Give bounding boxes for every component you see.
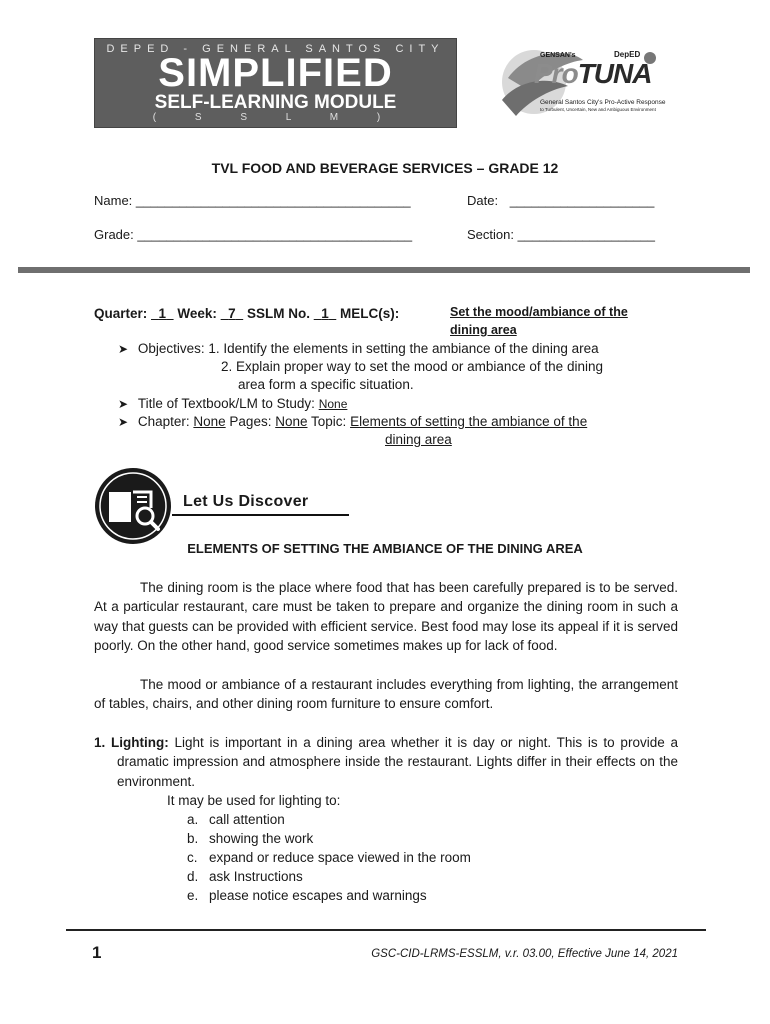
footer-divider [66,929,706,931]
name-line[interactable]: ______________________________________ [135,193,411,208]
melc-line1: Set the mood/ambiance of the [450,305,628,319]
sslm-value: 1 [321,306,329,321]
protuna-tagline2: to Turbulent, Uncertain, New and Ambiguous Environment [540,107,656,112]
page-title: TVL FOOD AND BEVERAGE SERVICES – GRADE 12 [211,160,559,176]
week-value: 7 [228,306,236,321]
grade-label: Grade: [94,227,134,242]
deped-mark: DepED [614,50,641,59]
list-item: b. showing the work [187,831,314,846]
arrow-bullet-icon: ➤ [118,397,129,411]
name-label: Name: [94,193,133,208]
name-field[interactable] [94,193,411,208]
lighting-intro [94,733,678,791]
meta-line [94,304,399,323]
lighting-list [187,810,471,905]
quarter-value: 1 [158,306,167,321]
textbook-item [118,394,347,414]
document-code: GSC-CID-LRMS-ESSLM, v.r. 03.00, Effective June 14, 2021 [371,948,678,960]
section-label: Section: [467,227,514,242]
quarter-label: Quarter: [94,306,148,321]
list-item: e. please notice escapes and warnings [187,888,427,903]
grade-field[interactable] [94,227,412,242]
list-item: d. ask Instructions [187,869,303,884]
objective-2b: area form a specific situation. [238,377,414,392]
objective-1: 1. Identify the elements in setting the ambiance of the dining area [208,341,599,356]
paragraph-2 [94,675,678,714]
paragraph-2-text: The mood or ambiance of a restaurant includes everything from lighting, the arrangement of tables, chairs, and other dining room furniture to ensure comfort. [94,677,678,712]
section-field[interactable] [467,227,655,242]
page-number: 1 [92,943,102,962]
protuna-tagline1: General Santos City's Pro-Active Response [540,99,666,106]
sslm-label: SSLM No. [246,306,310,321]
topic-line2: dining area [385,432,452,447]
protuna-logo [488,40,678,130]
banner-line3: SELF-LEARNING MODULE [154,92,397,113]
objective-2a: 2. Explain proper way to set the mood or ambiance of the dining [221,359,603,374]
heading-underline [172,514,349,516]
discover-badge [93,466,173,546]
topic-label: Topic: [311,414,347,429]
pages-value: None [275,414,308,429]
banner-line2: SIMPLIFIED [158,51,393,95]
arrow-bullet-icon: ➤ [118,415,129,429]
textbook-value: None [318,397,348,411]
arrow-bullet-icon: ➤ [118,342,129,356]
brand-tuna: TUNA [577,58,652,89]
section-heading: Let Us Discover [183,493,309,510]
textbook-label: Title of Textbook/LM to Study: [137,396,315,411]
paragraph-1-text: The dining room is the place where food that has been carefully prepared is to be served. At a particular restaurant, care must be taken to prepare and organize the dining room in such a way that guests can be provided with efficient service. Best food may lose its appeal if it is served poorly. On the other hand, good service sometimes makes up for lack of food. [94,580,678,653]
paragraph-1 [94,578,678,655]
chapter-item [118,412,587,432]
objectives-item [118,339,599,359]
date-label: Date: [467,193,499,208]
book-magnifier-icon [93,466,173,546]
week-label: Week: [177,306,217,321]
brand-pro: Pro [534,58,578,89]
lighting-lead: It may be used for lighting to: [167,793,341,808]
list-item: c. expand or reduce space viewed in the room [187,850,471,865]
date-line[interactable]: ____________________ [509,193,655,208]
lighting-text: Light is important in a dining area whether it is day or night. This is to provide a dramatic impression and atmosphere inside the restaurant. Lights differ in their effects on the environment. [117,735,678,789]
melc-label: MELC(s): [340,306,400,321]
chapter-value: None [193,414,226,429]
lighting-label: 1. Lighting: [94,735,169,750]
grade-line[interactable]: ______________________________________ [137,227,413,242]
date-field[interactable] [467,193,654,208]
header-divider [18,267,750,273]
banner-line1: DEPED - GENERAL SANTOS CITY [106,43,445,55]
objectives-label: Objectives: [137,341,205,356]
subheading: ELEMENTS OF SETTING THE AMBIANCE OF THE DINING AREA [187,541,583,556]
chapter-label: Chapter: [137,414,190,429]
melc-line2: dining area [450,323,517,337]
banner-line4: ( S S L M ) [152,112,399,123]
list-item: a. call attention [187,812,285,827]
sslm-banner [94,38,457,128]
protuna-small: GENSAN's [540,52,576,59]
pages-label: Pages: [229,414,272,429]
topic-line1: Elements of setting the ambiance of the [350,414,588,429]
section-line[interactable]: ___________________ [517,227,655,242]
